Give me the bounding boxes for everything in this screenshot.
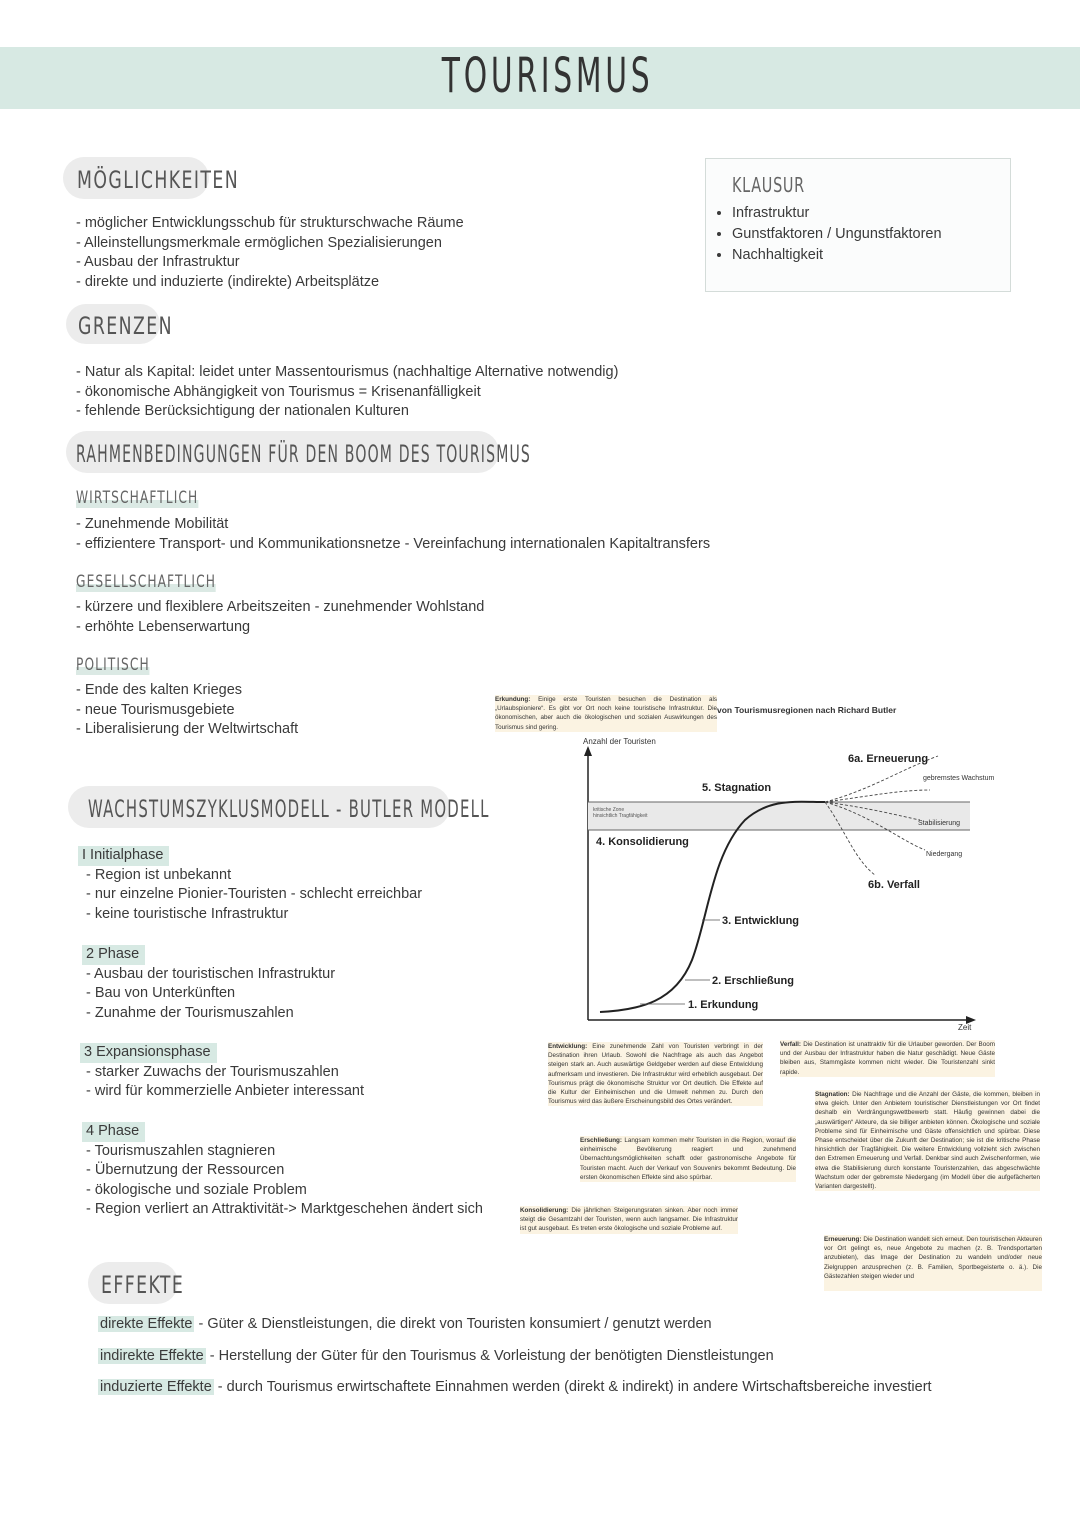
note-head: Erkundung: — [495, 696, 531, 703]
y-axis-label: Anzahl der Touristen — [583, 737, 656, 746]
variant-label-stabilisierung: Stabilisierung — [918, 820, 961, 827]
phase-title: 2 Phase — [82, 945, 145, 965]
list-item: - Ausbau der touristischen Infrastruktur — [86, 965, 336, 982]
note-erkundung — [495, 695, 717, 732]
note-stagnation — [815, 1090, 1040, 1191]
list-item: - Liberalisierung der Weltwirtschaft — [76, 721, 299, 737]
stage-label-stagnation: 5. Stagnation — [702, 782, 772, 794]
note-text: Langsam kommen mehr Touristen in die Region, worauf die einheimische Bevölkerung reagiert und zunehmend Übernachtungsmöglichkeiten schafft oder gastronomische Angebote für Touristen macht. Auch der Verkauf von Souvenirs bekommt Bedeutung. Die ersten ökonomischen Effekte sind also spürbar. — [580, 1137, 797, 1181]
stage-label-entwicklung: 3. Entwicklung — [722, 915, 800, 927]
politisch-heading: POLITISCH — [76, 655, 150, 675]
list-item: - Region verliert an Attraktivität-> Marktgeschehen ändert sich — [86, 1201, 483, 1217]
page-title: TOURISMUS — [441, 48, 654, 104]
list-item: • Gunstfaktoren / Ungunstfaktoren — [732, 224, 1010, 245]
note-entwicklung — [548, 1042, 763, 1106]
rahmen-heading-pill — [66, 431, 532, 473]
list-item: - ökologische und soziale Problem — [86, 1181, 307, 1198]
list-item: - Zunahme der Tourismuszahlen — [86, 1004, 294, 1021]
note-head: Entwicklung: — [548, 1043, 588, 1050]
list-item: - wird für kommerzielle Anbieter interessant — [86, 1083, 365, 1099]
butler-heading: WACHSTUMSZYKLUSMODELL - BUTLER MODELL — [88, 795, 490, 823]
note-verfall — [780, 1040, 995, 1077]
list-item: - nur einzelne Pionier-Touristen - schlecht erreichbar — [86, 886, 423, 902]
grenzen-heading: GRENZEN — [78, 312, 174, 340]
note-erneuerung — [824, 1235, 1042, 1291]
wirtschaftlich-heading-wrap — [76, 488, 246, 508]
effekt-text: - Herstellung der Güter für den Tourismus & Vorleistung der benötigten Dienstleistungen — [205, 1348, 774, 1364]
note-text: Die Destination ist unattraktiv für die Urlauber geworden. Der Boom und der Ausbau der Infrastruktur haben die Natur geschädigt. Neue Gäste bleiben aus, Stammgäste kommen nicht wieder. Die Touristenzahl sinkt rapide. — [780, 1041, 995, 1076]
list-item: - ökonomische Abhängigkeit von Tourismus = Krisenanfälligkeit — [76, 383, 481, 400]
note-konsolidierung — [520, 1206, 738, 1234]
effekt-text: - Güter & Dienstleistungen, die direkt von Touristen konsumiert / genutzt werden — [194, 1316, 712, 1332]
note-text: Eine zunehmende Zahl von Touristen verbringt in der Destination ihren Urlaub. Sowohl die Nachfrage als auch das Angebot steigen stark an. Auch auswärtige Geldgeber werden auf diese Entwicklung aufmerksam und investieren. Die Infrastruktur wird erheblich ausgebaut. Der Tourismus prägt die ökonomische Struktur vor Ort deutlich. Die Effekte auf die Kultur der Einheimischen und die Umwelt nehmen zu. Durch den Tourismus wird das äußere Erscheinungsbild des Ortes verändert. — [548, 1043, 763, 1106]
wirtschaftlich-list — [76, 515, 710, 554]
stage-label-verfall: 6b. Verfall — [868, 879, 920, 891]
stage-label-erkundung: 1. Erkundung — [688, 999, 759, 1011]
butler-phase-2 — [82, 945, 335, 1023]
list-item: - kürzere und flexiblere Arbeitszeiten - zunehmender Wohlstand — [76, 599, 485, 615]
list-item: - Ende des kalten Krieges — [76, 682, 243, 698]
list-item: - keine touristische Infrastruktur — [86, 905, 289, 922]
note-head: Verfall: — [780, 1041, 801, 1048]
variant-label-niedergang: Niedergang — [926, 851, 963, 858]
branch-gebremst — [825, 790, 930, 802]
list-item: • Infrastruktur — [732, 203, 1010, 224]
stage-label-konsolidierung: 4. Konsolidierung — [596, 836, 689, 848]
list-item: - direkte und induzierte (indirekte) Arbeitsplätze — [76, 273, 380, 290]
effekt-direkt — [98, 1316, 712, 1332]
effekt-term: induzierte Effekte — [100, 1379, 212, 1395]
butler-diagram — [480, 690, 1000, 1040]
note-head: Erneuerung: — [824, 1236, 862, 1243]
klausur-heading: KLAUSUR — [732, 173, 805, 197]
klausur-list — [706, 203, 1010, 266]
effekt-term: indirekte Effekte — [100, 1348, 204, 1364]
list-item: - Region ist unbekannt — [86, 866, 232, 883]
note-head: Stagnation: — [815, 1091, 850, 1098]
list-item: - Ausbau der Infrastruktur — [76, 254, 240, 270]
klausur-box — [705, 158, 1011, 292]
note-text: Die Nachfrage und die Anzahl der Gäste, die kommen, bleiben in etwa gleich. Unter den Anbietern touristischer Dienstleistungen vor Ort findet deshalb ein Verdrängungswettbewerb statt. Häufig gewinnen dabei die „auswärtigen“ Akteure, da sie billiger anbieten können. Ökologische und soziale Probleme sind für Einheimische und Gäste offensichtlich und spürbar. Diese Phase entscheidet über die Zukunft der Destination; sie ist die kritische Phase hinsichtlich der Tragfähigkeit. Die weitere Entwicklung vollzieht sich zwischen den Extremen Erneuerung und Verfall. Denkbar sind auch Zwischenformen, wie etwa die Stabilisierung durch konstante Touristenzahlen, das abgeschwächte Wachstum oder der gebremste Niedergang (im Modell über die aufgefächerten Varianten dargestellt). — [815, 1091, 1041, 1191]
list-item: - Alleinstellungsmerkmale ermöglichen Spezialisierungen — [76, 234, 442, 251]
list-item: - Bau von Unterkünften — [86, 985, 236, 1001]
grenzen-heading-pill — [66, 304, 174, 344]
politisch-list — [76, 681, 298, 740]
gesellschaftlich-list — [76, 598, 484, 637]
note-text: Einige erste Touristen besuchen die Destination als „Urlaubspioniere“. Es gibt vor Ort noch keine touristische Infrastruktur. Die ökonomischen, aber auch die ökologischen und sozialen Auswirkungen des Tourismus sind gering. — [495, 696, 717, 731]
x-axis-label: Zeit — [958, 1023, 972, 1032]
list-item: - Tourismuszahlen stagnieren — [86, 1142, 276, 1159]
list-item: - möglicher Entwicklungsschub für strukturschwache Räume — [76, 215, 464, 231]
list-item: - Übernutzung der Ressourcen — [86, 1162, 285, 1178]
list-item: - Natur als Kapital: leidet unter Massentourismus (nachhaltige Alternative notwendig) — [76, 364, 619, 380]
butler-phase-3 — [80, 1043, 364, 1102]
list-item: - erhöhte Lebenserwartung — [76, 618, 251, 635]
phase-title: 4 Phase — [82, 1122, 145, 1142]
politisch-heading-wrap — [76, 655, 178, 675]
stage-label-erschliessung: 2. Erschließung — [712, 975, 794, 987]
list-item: - effizientere Transport- und Kommunikationsnetze - Vereinfachung internationalen Kapitaltransfers — [76, 535, 711, 552]
effekt-term: direkte Effekte — [100, 1316, 193, 1332]
moeglichkeiten-heading-pill — [63, 157, 240, 199]
y-axis-arrow — [584, 746, 592, 756]
list-item: • Nachhaltigkeit — [732, 245, 1010, 266]
butler-heading-pill — [68, 786, 490, 828]
variant-label-gebremst: gebremstes Wachstum — [923, 775, 995, 782]
butler-phase-4 — [82, 1122, 483, 1220]
effekte-heading-pill — [88, 1262, 185, 1304]
butler-phase-1 — [78, 846, 422, 924]
gesellschaftlich-heading: GESELLSCHAFTLICH — [76, 572, 217, 592]
grenzen-list — [76, 363, 618, 422]
stage-label-erneuerung: 6a. Erneuerung — [848, 753, 929, 765]
note-head: Konsolidierung: — [520, 1207, 569, 1214]
zone-label-2: hinsichtlich Tragfähigkeit — [593, 813, 648, 819]
list-item: - fehlende Berücksichtigung der nationalen Kulturen — [76, 403, 409, 419]
effekt-indirekt — [98, 1348, 774, 1364]
moeglichkeiten-heading: MÖGLICHKEITEN — [77, 166, 240, 194]
zone-label-1: kritische Zone — [593, 807, 625, 813]
note-head: Erschließung: — [580, 1137, 622, 1144]
effekt-induziert — [98, 1379, 932, 1395]
rahmen-heading: RAHMENBEDINGUNGEN FÜR DEN BOOM DES TOURISMUS — [76, 440, 532, 468]
phase-title: 3 Expansionsphase — [80, 1043, 217, 1063]
effekte-heading: EFFEKTE — [101, 1271, 185, 1299]
gesellschaftlich-heading-wrap — [76, 572, 270, 592]
wirtschaftlich-heading: WIRTSCHAFTLICH — [76, 488, 199, 508]
moeglichkeiten-list — [76, 214, 464, 292]
effekt-text: - durch Tourismus erwirtschaftete Einnahmen werden (direkt & indirekt) in andere Wirtschaftsbereiche investiert — [213, 1379, 932, 1395]
phase-title: I Initialphase — [78, 846, 169, 866]
list-item: - starker Zuwachs der Tourismuszahlen — [86, 1063, 339, 1080]
list-item: - neue Tourismusgebiete — [76, 701, 235, 718]
diagram-title: von Tourismusregionen nach Richard Butler — [717, 705, 897, 715]
note-erschliessung — [580, 1136, 796, 1182]
list-item: - Zunehmende Mobilität — [76, 516, 229, 532]
note-text: Die Destination wandelt sich erneut. Den touristischen Akteuren vor Ort gelingt es, neue Angebote zu machen (z. B. Trendsportarten anzubieten), das Image der Destination zu wandeln und/oder neue Zielgruppen anzusprechen (z. B. Familien, Sportbegeisterte o. ä.). Die Gästezahlen steigen wieder und — [824, 1236, 1042, 1280]
note-text: Die jährlichen Steigerungsraten sinken. Aber noch immer steigt die Gesamtzahl der Touristen, wenn auch langsamer. Die Infrastruktur ist gut ausgebaut. Es treten erste ökologische und soziale Probleme auf. — [520, 1207, 738, 1233]
